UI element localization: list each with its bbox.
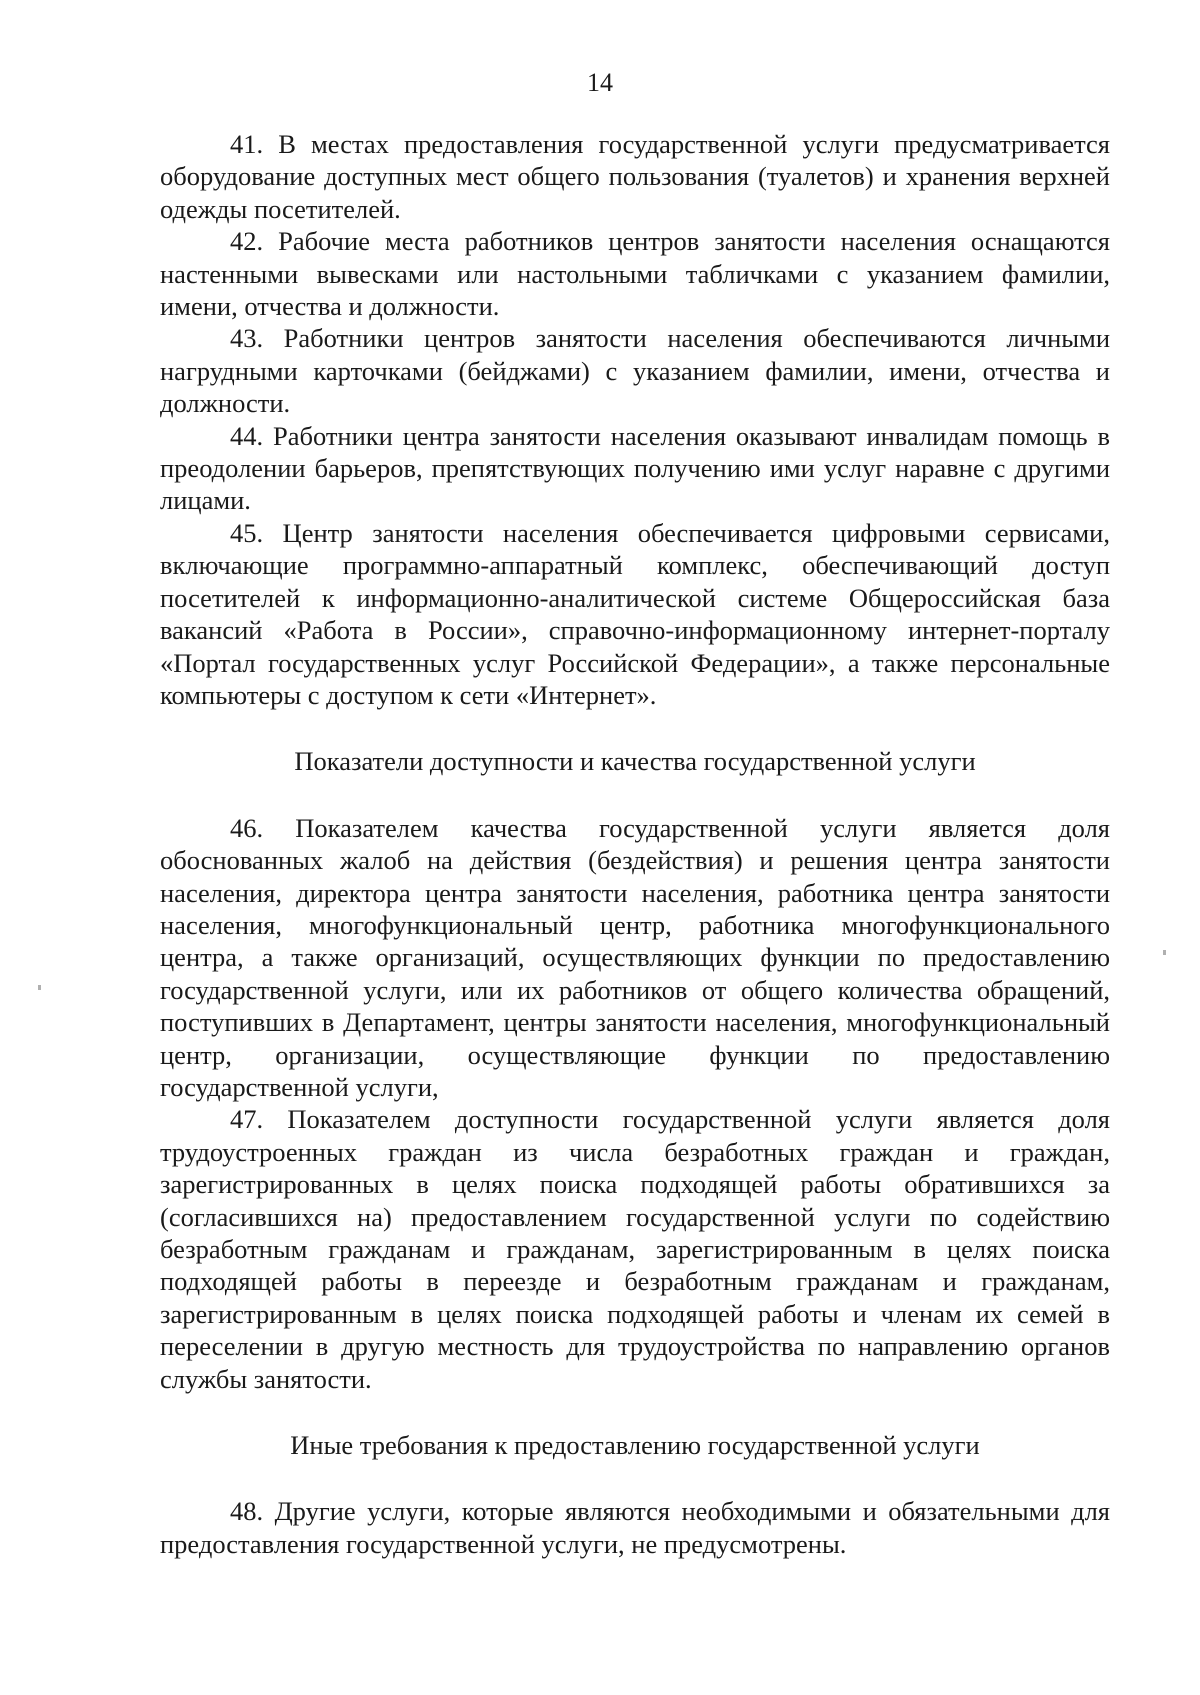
paragraph-43: 43. Работники центров занятости населения обеспечиваются личными нагрудными карточками (бейджами) с указанием фамилии, имени, отчества и должности.: [160, 323, 1110, 419]
section-heading-availability-quality: Показатели доступности и качества государственной услуги: [294, 746, 976, 777]
scan-speck-right: [1163, 950, 1166, 955]
paragraph-41: 41. В местах предоставления государственной услуги предусматривается оборудование доступных мест общего пользования (туалетов) и хранения верхней одежды посетителей.: [160, 129, 1110, 224]
paragraph-47: 47. Показателем доступности государственной услуги является доля трудоустроенных граждан из числа безработных граждан и граждан, зарегистрированных в целях поиска подходящей работы обратившихся за (согласившихся на) предоставлением государственной услуги по содействию безработным гражданам и гражданам, зарегистрированным в целях поиска подходящей работы в переезде и безработным гражданам и гражданам, зарегистрированным в целях поиска подходящей работы и членам их семей в переселении в другую местность для трудоустройства по направлению органов службы занятости.: [160, 1104, 1110, 1394]
scan-speck-left: [38, 985, 41, 990]
document-body: [160, 128, 1110, 1560]
section-heading-other-requirements: Иные требования к предоставлению государственной услуги: [290, 1430, 980, 1461]
paragraph-44: 44. Работники центра занятости населения оказывают инвалидам помощь в преодолении барьеров, препятствующих получению ими услуг наравне с другими лицами.: [160, 420, 1110, 516]
paragraph-42: 42. Рабочие места работников центров занятости населения оснащаются настенными вывесками или настольными табличками с указанием фамилии, имени, отчества и должности.: [160, 226, 1110, 322]
page-number: 14: [587, 68, 613, 97]
paragraph-48: 48. Другие услуги, которые являются необходимыми и обязательными для предоставления государственной услуги, не предусмотрены.: [160, 1496, 1110, 1559]
paragraph-45: 45. Центр занятости населения обеспечивается цифровыми сервисами, включающие программно-аппаратный комплекс, обеспечивающий доступ посетителей к информационно-аналитической системе Общероссийская база вакансий «Работа в России», справочно-информационному интернет-порталу «Портал государственных услуг Российской Федерации», а также персональные компьютеры с доступом к сети «Интернет».: [160, 517, 1110, 710]
paragraph-46: 46. Показателем качества государственной услуги является доля обоснованных жалоб на действия (бездействия) и решения центра занятости населения, директора центра занятости населения, работника центра занятости населения, многофункциональный центр, работника многофункционального центра, а также организаций, осуществляющих функции по предоставлению государственной услуги, или их работников от общего количества обращений, поступивших в Департамент, центры занятости населения, многофункциональный центр, организации, осуществляющие функции по предоставлению государственной услуги,: [160, 812, 1110, 1102]
